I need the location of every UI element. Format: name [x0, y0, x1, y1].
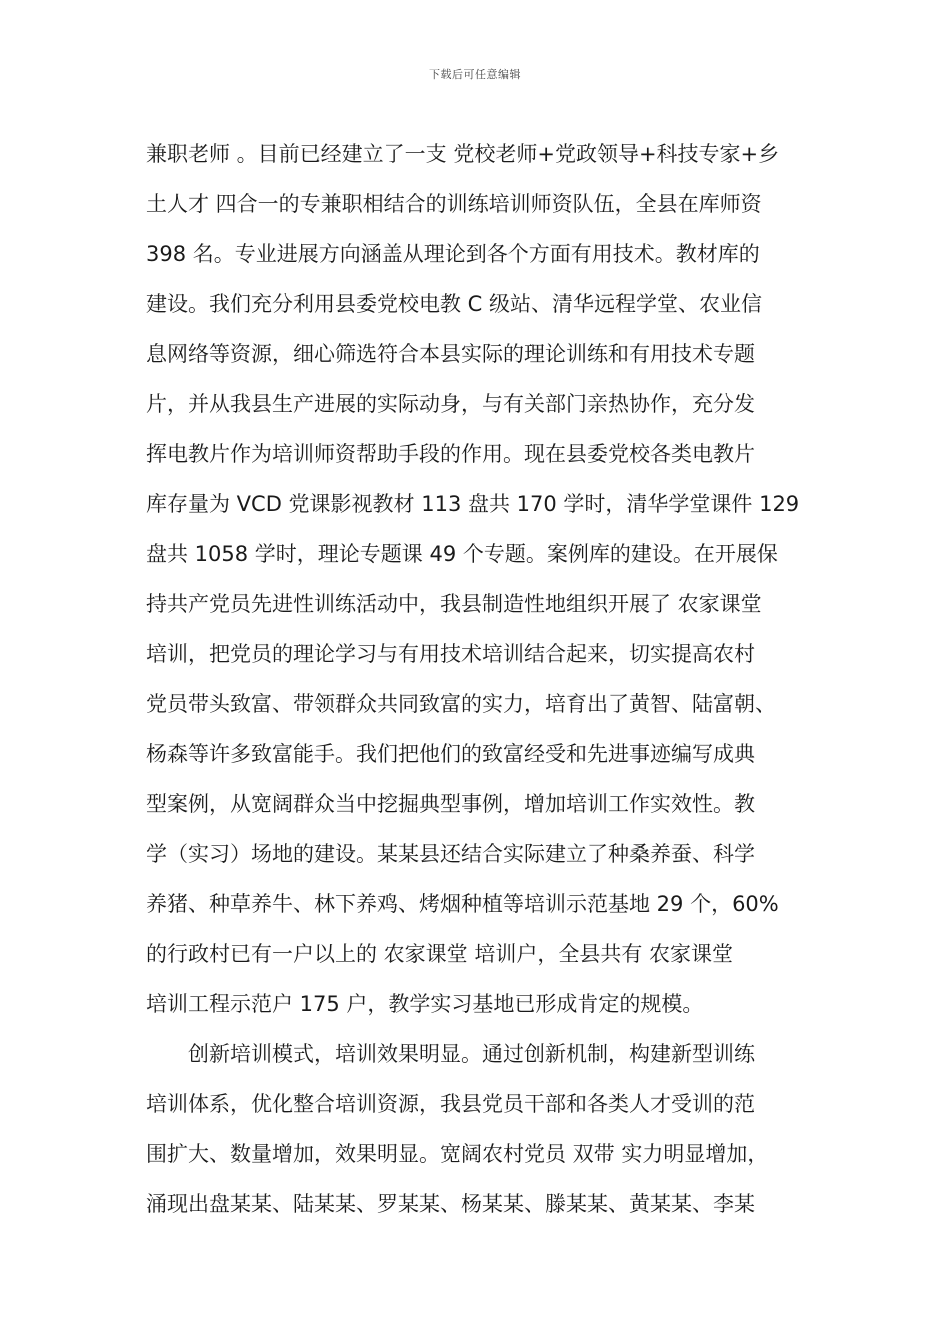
text-line: 培训体系，优化整合培训资源，我县党员干部和各类人才受训的范: [146, 1092, 755, 1116]
text-line: 涌现出盘某某、陆某某、罗某某、杨某某、滕某某、黄某某、李某: [146, 1192, 755, 1216]
text-line: 培训工程示范户 175 户，教学实习基地已形成肯定的规模。: [146, 992, 704, 1016]
document-body: [146, 129, 818, 1229]
text-line: 围扩大、数量增加，效果明显。宽阔农村党员 双带 实力明显增加，: [146, 1142, 769, 1166]
text-line: 持共产党员先进性训练活动中，我县制造性地组织开展了 农家课堂: [146, 592, 762, 616]
paragraph-1: [146, 129, 818, 1029]
text-line: 创新培训模式，培训效果明显。通过创新机制，构建新型训练: [188, 1042, 755, 1066]
text-line: 库存量为 VCD 党课影视教材 113 盘共 170 学时，清华学堂课件 129: [146, 492, 800, 516]
text-line: 型案例，从宽阔群众当中挖掘典型事例，增加培训工作实效性。教: [146, 792, 755, 816]
text-line: 息网络等资源，细心筛选符合本县实际的理论训练和有用技术专题: [146, 342, 755, 366]
text-line: 党员带头致富、带领群众共同致富的实力，培育出了黄智、陆富朝、: [146, 692, 776, 716]
text-line: 398 名。专业进展方向涵盖从理论到各个方面有用技术。教材库的: [146, 242, 760, 266]
text-line: 杨森等许多致富能手。我们把他们的致富经受和先进事迹编写成典: [146, 742, 755, 766]
text-line: 学（实习）场地的建设。某某县还结合实际建立了种桑养蚕、科学: [146, 842, 755, 866]
text-line: 的行政村已有一户以上的 农家课堂 培训户，全县共有 农家课堂: [146, 942, 734, 966]
text-line: 挥电教片作为培训师资帮助手段的作用。现在县委党校各类电教片: [146, 442, 755, 466]
text-line: 盘共 1058 学时，理论专题课 49 个专题。案例库的建设。在开展保: [146, 542, 778, 566]
text-line: 建设。我们充分利用县委党校电教 C 级站、清华远程学堂、农业信: [146, 292, 763, 316]
text-line: 土人才 四合一的专兼职相结合的训练培训师资队伍，全县在库师资: [146, 192, 762, 216]
text-line: 兼职老师 。目前已经建立了一支 党校老师+党政领导+科技专家+乡: [146, 142, 780, 166]
text-line: 片，并从我县生产进展的实际动身，与有关部门亲热协作，充分发: [146, 392, 755, 416]
paragraph-2: [146, 1029, 818, 1229]
text-line: 养猪、种草养牛、林下养鸡、烤烟种植等培训示范基地 29 个，60%: [146, 892, 779, 916]
page-header: 下载后可任意编辑: [429, 68, 521, 81]
text-line: 培训，把党员的理论学习与有用技术培训结合起来，切实提高农村: [146, 642, 755, 666]
